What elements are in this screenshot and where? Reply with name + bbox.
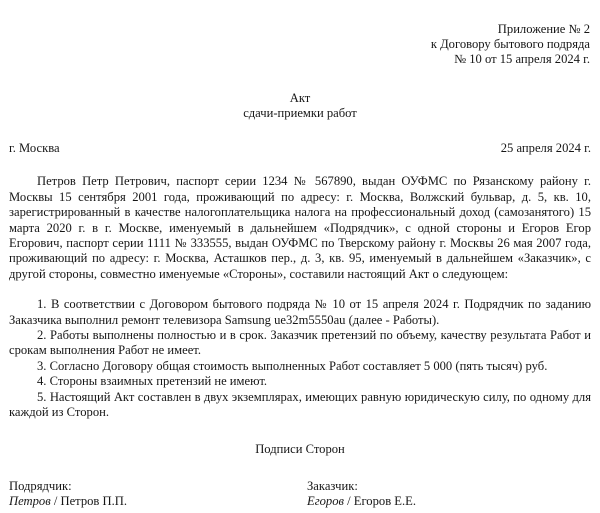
contractor-role-label: Подрядчик: [9, 478, 72, 493]
clause-item: 5. Настоящий Акт составлен в двух экземплярах, имеющих равную юридическую силу, по одному для каждой из Сторон. [9, 389, 591, 420]
parties-paragraph: Петров Петр Петрович, паспорт серии 1234 № 567890, выдан ОУФМС по Рязанскому району г. Москвы 15 сентября 2001 года, проживающий по адресу: г. Москва, Волжский бульвар, д. 5, кв. 10, зарегистрированный в качестве налогоплательщика налога на профессиональный доход (самозанятого) 15 марта 2020 г. в г. Москве, именуемый в дальнейшем «Подрядчик», с одной стороны и Егоров Егор Егорович, паспорт серии 1111 № 333555, выдан ОУФМС по Тверскому району г. Москвы 26 мая 2007 года, проживающий по адресу: г. Москва, Асташков пер., д. 3, кв. 95, именуемый в дальнейшем «Заказчик», с другой стороны, совместно именуемые «Стороны», составили настоящий Акт о следующем: [9, 174, 591, 281]
appendix-number: Приложение № 2 [497, 22, 590, 36]
contractor-signature-line [9, 494, 300, 509]
customer-name: Егоров Е.Е. [353, 493, 416, 508]
contractor-autograph: Петров [9, 493, 51, 508]
clause-item: 1. В соответствии с Договором бытового подряда № 10 от 15 апреля 2024 г. Подрядчик по заданию Заказчика выполнил ремонт телевизора Samsung ue32m5550au (далее - Работы). [9, 297, 591, 327]
page-title [0, 91, 600, 122]
contract-reference: к Договору бытового подряда [430, 37, 590, 52]
title-line-act: Акт [289, 90, 311, 105]
document-body [0, 174, 600, 420]
clause-item: 3. Согласно Договору общая стоимость выполненных Работ составляет 5 000 (пять тысяч) руб. [37, 358, 548, 373]
contract-number-date: № 10 от 15 апреля 2024 г. [454, 52, 590, 67]
clauses-list [9, 297, 591, 420]
customer-signature-line [307, 494, 591, 509]
title-line-subject: сдачи-приемки работ [243, 106, 357, 121]
signatures-heading: Подписи Сторон [255, 441, 345, 456]
date-of-signing: 25 апреля 2024 г. [500, 141, 591, 156]
clause-item: 4. Стороны взаимных претензий не имеют. [37, 374, 268, 389]
clause-item: 2. Работы выполнены полностью и в срок. Заказчик претензий по объему, качеству результата Работ и срокам выполнения Работ не имеет. [9, 328, 591, 358]
place-and-date-row [0, 141, 600, 156]
signatures-row [0, 479, 600, 510]
customer-signature-separator: / [343, 493, 354, 508]
customer-role-label: Заказчик: [307, 478, 358, 493]
customer-autograph: Егоров [307, 493, 344, 508]
place-of-signing: г. Москва [9, 141, 60, 156]
contractor-signature-block [9, 479, 300, 510]
contractor-name: Петров П.П. [60, 493, 128, 508]
customer-signature-block [300, 479, 591, 510]
contractor-signature-separator: / [50, 493, 61, 508]
document-reference-header [0, 0, 600, 68]
